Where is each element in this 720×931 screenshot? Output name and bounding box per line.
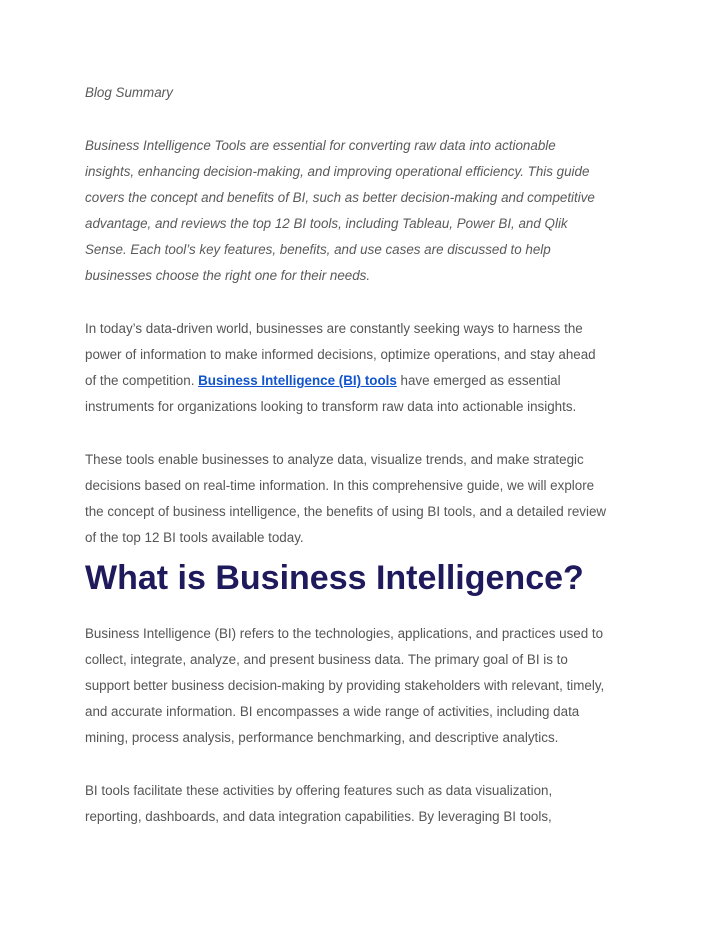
section-heading: What is Business Intelligence? — [85, 559, 584, 597]
summary-line: advantage, and reviews the top 12 BI tools, including Tableau, Power BI, and Qlik — [85, 216, 568, 231]
body-line-with-link — [85, 372, 561, 390]
body-line: power of information to make informed decisions, optimize operations, and stay ahead — [85, 347, 596, 362]
body-line: mining, process analysis, performance benchmarking, and descriptive analytics. — [85, 730, 559, 745]
body-line: and accurate information. BI encompasses a wide range of activities, including data — [85, 704, 580, 719]
body-line: support better business decision-making by providing stakeholders with relevant, timely, — [85, 678, 605, 693]
body-line: the concept of business intelligence, the benefits of using BI tools, and a detailed review — [85, 504, 607, 519]
body-text: have emerged as essential — [396, 373, 561, 388]
bi-tools-link[interactable]: Business Intelligence (BI) tools — [198, 373, 397, 388]
summary-line: covers the concept and benefits of BI, such as better decision-making and competitive — [85, 190, 595, 205]
summary-line: Business Intelligence Tools are essential for converting raw data into actionable — [85, 138, 556, 153]
body-text: of the competition. — [85, 373, 199, 388]
body-line: BI tools facilitate these activities by offering features such as data visualization, — [85, 783, 553, 798]
body-line: reporting, dashboards, and data integration capabilities. By leveraging BI tools, — [85, 809, 552, 824]
body-line: of the top 12 BI tools available today. — [85, 530, 304, 545]
body-line: In today’s data-driven world, businesses are constantly seeking ways to harness the — [85, 321, 583, 336]
body-line: Business Intelligence (BI) refers to the technologies, applications, and practices used to — [85, 626, 604, 641]
body-line: instruments for organizations looking to transform raw data into actionable insights. — [85, 399, 577, 414]
blog-summary-label: Blog Summary — [85, 85, 173, 100]
summary-line: insights, enhancing decision-making, and improving operational efficiency. This guide — [85, 164, 590, 179]
body-line: decisions based on real-time information. In this comprehensive guide, we will explore — [85, 478, 595, 493]
body-line: These tools enable businesses to analyze data, visualize trends, and make strategic — [85, 452, 584, 467]
summary-line: businesses choose the right one for their needs. — [85, 268, 371, 283]
body-line: collect, integrate, analyze, and present business data. The primary goal of BI is to — [85, 652, 568, 667]
summary-line: Sense. Each tool’s key features, benefits, and use cases are discussed to help — [85, 242, 551, 257]
